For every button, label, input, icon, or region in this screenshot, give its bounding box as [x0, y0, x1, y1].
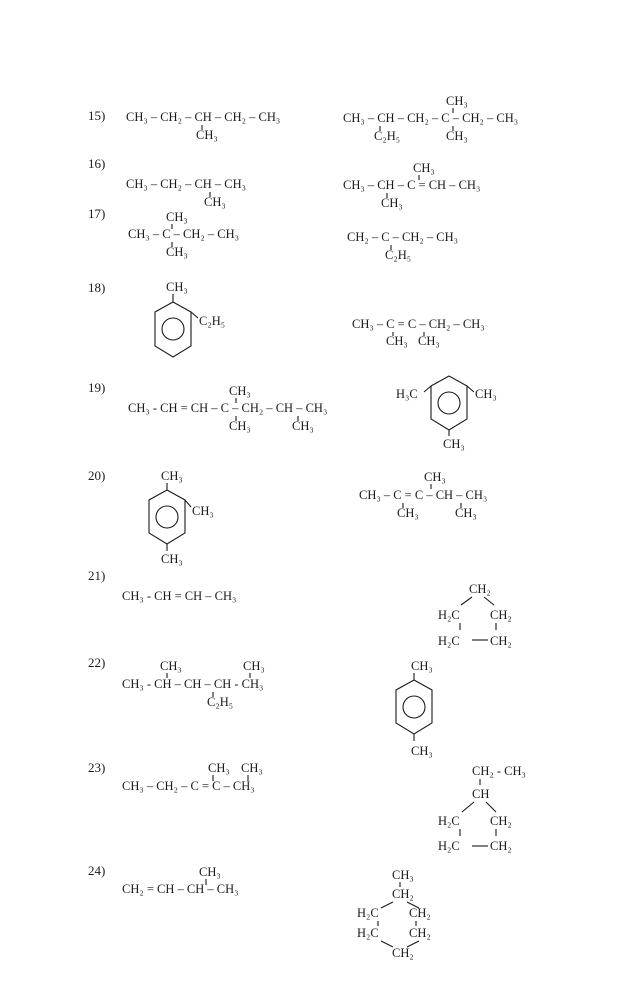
cyclopentane-ring	[438, 582, 512, 648]
ring-label: H₂C	[438, 839, 460, 853]
ring-label: H₂C	[438, 814, 460, 828]
main-chain: CH₃ – C = C – CH – CH₃	[359, 488, 488, 502]
substituent: CH₃	[204, 195, 226, 209]
ring-label: CH₂	[409, 926, 431, 940]
substituent: CH₃	[292, 419, 314, 433]
main-chain: CH₃ – CH₂ – C = C – CH₃	[122, 779, 255, 793]
substituent: CH₃	[229, 384, 251, 398]
ring-label: CH₂	[490, 839, 512, 853]
bond	[381, 902, 393, 908]
main-chain: CH₃ – CH₂ – CH – CH₃	[126, 177, 247, 191]
problem-20	[88, 468, 487, 566]
ring-label: CH₃	[475, 387, 497, 401]
main-chain: CH₃ – C = C – CH₂ – CH₃	[352, 317, 485, 331]
formula-right	[352, 317, 485, 348]
problem-17	[88, 206, 458, 262]
problem-18	[88, 280, 485, 357]
problem-number: 17)	[88, 206, 106, 221]
substituent: C₂H₅	[207, 695, 234, 709]
ring-label: CH₂	[469, 582, 491, 596]
substituent: CH₃	[413, 161, 435, 175]
cyclohexane-ring	[357, 868, 431, 960]
ring-label: CH₃	[392, 868, 414, 882]
problem-23	[88, 760, 526, 853]
main-chain: CH₃ - CH = CH – CH₃	[122, 589, 237, 603]
ring-label: CH₂ - CH₃	[472, 764, 526, 778]
substituent: CH₃	[446, 94, 468, 108]
substituent: CH₃	[418, 334, 440, 348]
main-chain: CH₃ – C – CH₂ – CH₃	[128, 227, 240, 241]
bond	[424, 386, 431, 392]
hexagon	[396, 680, 432, 734]
main-chain: CH₃ – CH – CH₂ – C – CH₂ – CH₃	[343, 111, 519, 125]
substituent: C₂H₅	[374, 129, 401, 143]
ring-label: CH₃	[192, 504, 214, 518]
substituent: CH₃	[424, 470, 446, 484]
aromatic-circle	[156, 506, 178, 528]
ring-label: H₂C	[438, 634, 460, 648]
main-chain: CH₃ – CH – C = CH – CH₃	[343, 178, 481, 192]
formula-right	[359, 470, 487, 520]
ring-label: CH₃	[166, 280, 188, 294]
ring-label: CH₃	[161, 552, 183, 566]
ring-label: H₂C	[438, 608, 460, 622]
ring-label: CH₃	[411, 744, 433, 758]
formula-left	[122, 659, 265, 709]
ring-label: CH₂	[392, 887, 414, 901]
problem-number: 22)	[88, 655, 106, 670]
substituent: CH₃	[196, 128, 218, 142]
substituent: CH₃	[199, 865, 221, 879]
problem-16	[88, 156, 480, 210]
problem-19	[88, 376, 497, 451]
substituent: CH₃	[386, 334, 408, 348]
bond	[484, 597, 494, 605]
aromatic-circle	[438, 392, 460, 414]
aromatic-circle	[403, 696, 425, 718]
benzene-ring	[396, 376, 497, 451]
substituent: CH₃	[160, 659, 182, 673]
main-chain: CH₃ - CH = CH – C – CH₂ – CH – CH₃	[128, 401, 328, 415]
substituent: CH₃	[166, 245, 188, 259]
aromatic-circle	[162, 318, 184, 340]
problem-number: 21)	[88, 568, 106, 583]
ring-label: H₂C	[357, 926, 379, 940]
problem-15	[88, 94, 518, 143]
substituent: CH₃	[381, 196, 403, 210]
benzene-ring	[396, 659, 433, 758]
bond	[191, 312, 198, 318]
hexagon	[155, 302, 191, 357]
problem-24	[88, 863, 431, 960]
formula-left	[128, 210, 239, 259]
hexagon	[149, 490, 185, 544]
main-chain: CH₂ = CH – CH – CH₃	[122, 882, 239, 896]
substituent: CH₃	[446, 129, 468, 143]
formula-right	[343, 94, 518, 143]
ring-label: CH₂	[490, 608, 512, 622]
bond	[462, 802, 474, 812]
formula-left	[122, 865, 238, 896]
ring-label: C₂H₅	[199, 314, 226, 328]
ring-label: CH₂	[490, 814, 512, 828]
problem-number: 19)	[88, 380, 106, 395]
ring-label: H₂C	[357, 906, 379, 920]
substituent: C₂H₅	[385, 248, 412, 262]
main-chain: CH₃ – CH₂ – CH – CH₂ – CH₃	[126, 110, 281, 124]
ring-label: CH₃	[411, 659, 433, 673]
substituent: CH₃	[229, 419, 251, 433]
ring-label: CH₃	[161, 469, 183, 483]
ring-label: CH₂	[490, 634, 512, 648]
ring-label: H₃C	[396, 387, 418, 401]
problem-number: 20)	[88, 468, 106, 483]
hexagon	[431, 376, 467, 430]
substituent: CH₃	[241, 761, 263, 775]
problem-number: 24)	[88, 863, 106, 878]
substituent: CH₃	[243, 659, 265, 673]
formula-left	[126, 177, 246, 209]
bond	[461, 597, 472, 605]
benzene-ring	[149, 469, 214, 566]
problem-number: 15)	[88, 108, 106, 123]
problem-number: 23)	[88, 760, 106, 775]
bond	[486, 802, 496, 812]
ring-label: CH₃	[443, 437, 465, 451]
formula-right	[343, 161, 480, 210]
ring-label: CH₂	[409, 906, 431, 920]
substituent: CH₃	[166, 210, 188, 224]
problem-21	[88, 568, 512, 648]
ring-label: CH	[472, 787, 490, 801]
formula-left	[122, 761, 263, 793]
formula-left	[126, 110, 280, 142]
problem-number: 18)	[88, 280, 106, 295]
main-chain: CH₂ – C – CH₂ – CH₃	[347, 230, 459, 244]
substituent: CH₃	[397, 506, 419, 520]
formula-left	[128, 384, 327, 433]
formula-right	[347, 230, 458, 262]
problem-number: 16)	[88, 156, 106, 171]
problem-22	[88, 655, 433, 758]
bond	[185, 500, 191, 507]
cyclopentane-ring	[438, 764, 526, 853]
main-chain: CH₃ - CH – CH – CH - CH₃	[122, 677, 264, 691]
ring-label: CH₂	[392, 946, 414, 960]
substituent: CH₃	[208, 761, 230, 775]
bond	[467, 386, 474, 392]
substituent: CH₃	[455, 506, 477, 520]
benzene-ring	[155, 280, 225, 357]
